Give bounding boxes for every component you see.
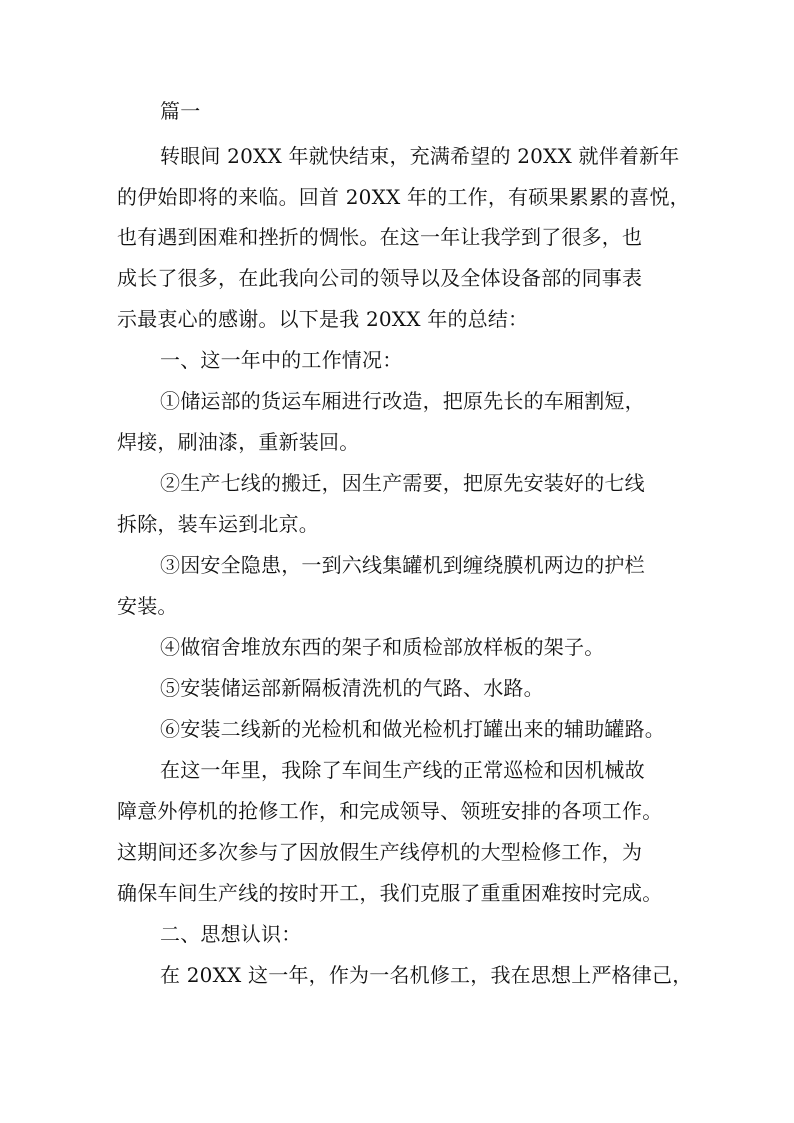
list-item-line: ③因安全隐患，一到六线集罐机到缠绕膜机两边的护栏 (160, 553, 645, 577)
list-item-line: ②生产七线的搬迁，因生产需要，把原先安装好的七线 (160, 471, 645, 495)
paragraph-line: 成长了很多，在此我向公司的领导以及全体设备部的同事表 (117, 266, 643, 290)
list-item-line: ⑥安装二线新的光检机和做光检机打罐出来的辅助罐路。 (160, 717, 665, 741)
list-item-line: ④做宿舍堆放东西的架子和质检部放样板的架子。 (160, 635, 605, 659)
section-heading: 一、这一年中的工作情况： (160, 348, 403, 372)
paragraph-line: 在 20XX 这一年，作为一名机修工，我在思想上严格律己， (160, 963, 693, 987)
list-item-line: ①储运部的货运车厢进行改造，把原先长的车厢割短， (160, 389, 645, 413)
paragraph-line: 确保车间生产线的按时开工，我们克服了重重困难按时完成。 (117, 881, 663, 905)
section-heading: 篇一 (160, 99, 201, 123)
paragraph-line: 也有遇到困难和挫折的惆怅。在这一年让我学到了很多，也 (117, 225, 643, 249)
list-item-line: 焊接，刷油漆，重新装回。 (117, 430, 360, 454)
section-heading: 二、思想认识： (160, 922, 302, 946)
paragraph-line: 这期间还多次参与了因放假生产线停机的大型检修工作，为 (117, 840, 643, 864)
paragraph-line: 示最衷心的感谢。以下是我 20XX 年的总结： (117, 307, 529, 331)
paragraph-line: 的伊始即将的来临。回首 20XX 年的工作，有硕果累累的喜悦， (117, 185, 690, 209)
list-item-line: 拆除，装车运到北京。 (117, 512, 319, 536)
paragraph-line: 在这一年里，我除了车间生产线的正常巡检和因机械故 (160, 758, 645, 782)
paragraph-line: 障意外停机的抢修工作，和完成领导、领班安排的各项工作。 (117, 799, 663, 823)
list-item-line: 安装。 (117, 594, 178, 618)
paragraph-line: 转眼间 20XX 年就快结束，充满希望的 20XX 就伴着新年 (160, 144, 680, 168)
list-item-line: ⑤安装储运部新隔板清洗机的气路、水路。 (160, 676, 544, 700)
